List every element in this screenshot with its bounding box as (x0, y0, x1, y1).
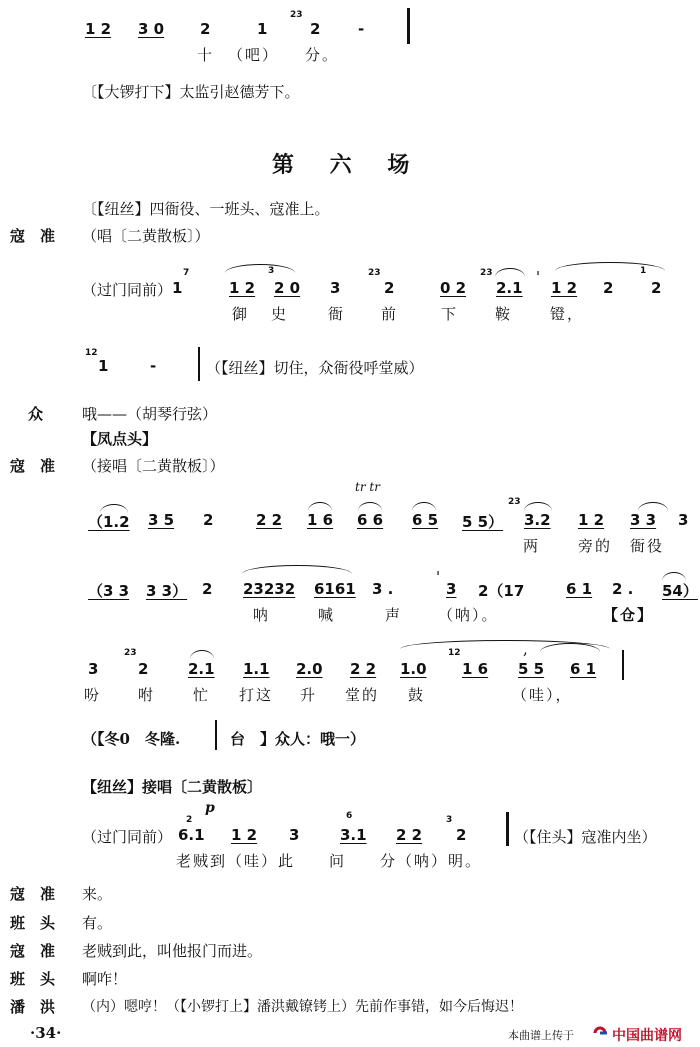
role-name: 寇 准 (10, 227, 56, 245)
note: 2.1 (496, 279, 523, 297)
lyric: 分。 (305, 46, 340, 64)
percussion-pattern: 台 】众人：哦一） (230, 730, 366, 748)
note: 1 (172, 279, 183, 297)
note: 3 (330, 279, 341, 297)
lyric: 两 (523, 537, 541, 555)
notation-line-1 (85, 20, 111, 38)
note: 1 (98, 357, 109, 375)
lyric: （吧） (228, 46, 280, 64)
note: 3 (88, 660, 99, 678)
note: 2.1 (188, 660, 215, 678)
note: 1 2 (85, 20, 112, 38)
dialogue-text: 老贼到此，叫他报门而进。 (82, 942, 263, 960)
percussion-pattern: 【凤点头】 (82, 430, 158, 448)
upload-note: 本曲谱上传于 (508, 1029, 574, 1042)
note: 2 (200, 20, 211, 38)
grace-note: 23 (368, 268, 381, 278)
lyric: 十 (197, 46, 215, 64)
note: 3 . (372, 580, 394, 598)
lyric: 鼓 (408, 686, 426, 704)
prelude-note: （过门同前） (82, 281, 173, 299)
stage-direction: 〔【大锣打下】太监引赵德芳下。 (82, 83, 300, 101)
note: 0 2 (440, 279, 467, 297)
lyric: 御 (232, 305, 250, 323)
lyric: 呐 (253, 606, 271, 624)
role-name: 众 (28, 405, 44, 423)
stage-direction: （【住头】寇准内坐） (514, 828, 657, 846)
lyric-line: 老贼到（哇）此 问 分（呐）明。 (176, 852, 483, 870)
slur (495, 268, 525, 277)
slur (190, 650, 214, 659)
performance-note: 【纽丝】接唱〔二黄散板〕 (82, 778, 263, 796)
stage-direction: （【纽丝】切住，众衙役呼堂威） (206, 359, 424, 377)
note: 2 2 (256, 511, 283, 529)
role-name: 寇 准 (10, 885, 56, 903)
note: 3 (289, 826, 300, 844)
note: 1 (257, 20, 268, 38)
dialogue-text: 来。 (82, 885, 113, 903)
slur (308, 502, 332, 511)
scene-title: 第 六 场 (272, 152, 424, 178)
role-name: 班 头 (10, 914, 56, 932)
note: 3.2 (524, 511, 551, 529)
note: 6161 (314, 580, 356, 598)
role-name: 班 头 (10, 970, 56, 988)
note: 6.1 (178, 826, 205, 844)
dialogue-text: 有。 (82, 914, 113, 932)
barline (506, 812, 509, 846)
note: 2.0 (296, 660, 323, 678)
lyric: 前 (381, 305, 399, 323)
grace-note: 6 (346, 811, 353, 821)
grace-note: 3 (268, 266, 275, 276)
breath-mark: ' (536, 268, 541, 286)
note: 2 . (612, 580, 634, 598)
barline (622, 650, 624, 680)
slur (412, 502, 436, 511)
grace-note: 23 (290, 10, 303, 20)
slur (638, 502, 668, 511)
slur (555, 262, 665, 271)
trill-mark: tr tr (355, 480, 380, 494)
lyric: 升 (300, 686, 318, 704)
grace-note: 23 (480, 268, 493, 278)
note: （3 3 (88, 582, 130, 600)
note: 1.1 (243, 660, 270, 678)
lyric: （呐）。 (438, 606, 499, 624)
role-name: 潘 洪 (10, 998, 56, 1016)
note: 2 (310, 20, 321, 38)
lyric: 喊 (318, 606, 336, 624)
grace-note: 12 (85, 348, 98, 358)
barline (198, 347, 200, 381)
lyric: （哇）， (512, 686, 573, 704)
lyric: 【仓】 (603, 606, 655, 624)
grace-note: 2 (186, 815, 193, 825)
note: 2 0 (274, 279, 301, 297)
grace-note: 3 (446, 815, 453, 825)
site-logo-icon[interactable] (593, 1025, 609, 1044)
lyric: 打这 (239, 686, 274, 704)
note: 1.0 (400, 660, 427, 678)
note: 6 6 (357, 511, 384, 529)
note: 3 5 (148, 511, 175, 529)
lyric: 衙 (328, 305, 346, 323)
lyric: 堂的 (345, 686, 380, 704)
stage-direction: 〔【纽丝】四衙役、一班头、寇准上。 (82, 200, 330, 218)
note: 3 (678, 511, 689, 529)
site-logo-text[interactable]: 中国曲谱网 (612, 1028, 682, 1044)
note: 23232 (243, 580, 296, 598)
role-name: 寇 准 (10, 457, 56, 475)
note: 6 5 (412, 511, 439, 529)
breath-mark: , (523, 640, 528, 658)
dialogue-text: 哦——（胡琴行弦） (82, 405, 218, 423)
slur (225, 264, 295, 273)
dialogue-text: 啊咋！ (82, 970, 128, 988)
lyric: 声 (385, 606, 403, 624)
slur (524, 502, 552, 511)
note: 1 2 (229, 279, 256, 297)
lyric: 咐 (138, 686, 156, 704)
note: 5 5 (518, 660, 545, 678)
page-number: ·34· (30, 1024, 62, 1042)
grace-note: 23 (124, 648, 137, 658)
note: 1 2 (578, 511, 605, 529)
note: 5 5） (462, 513, 504, 531)
note: 2 (138, 660, 149, 678)
note: 2 (202, 580, 213, 598)
note: （1.2 (88, 513, 130, 531)
breath-mark: ' (436, 568, 441, 586)
note: 3 3 (630, 511, 657, 529)
role-name: 寇 准 (10, 942, 56, 960)
slur (358, 502, 382, 511)
barline (215, 720, 217, 750)
note: 3 (446, 580, 457, 598)
grace-note: 23 (508, 497, 521, 507)
note: 54） (662, 582, 698, 600)
dialogue-text: （内）嗯哼！（【小锣打上】潘洪戴镣铐上）先前作事错，如今后悔迟！ (82, 999, 523, 1015)
lyric: 吩 (84, 686, 102, 704)
percussion-pattern: （【冬0 冬隆. (82, 730, 181, 748)
note: 3.1 (340, 826, 367, 844)
note: - (358, 20, 365, 38)
performance-note: （唱〔二黄散板〕） (82, 227, 210, 245)
note: 1 2 (551, 279, 578, 297)
prelude-note: （过门同前） (82, 828, 173, 846)
slur (242, 565, 352, 574)
note: 2 2 (396, 826, 423, 844)
note: 2 2 (350, 660, 377, 678)
lyric: 旁的 (578, 537, 613, 555)
note: 2（17 (478, 582, 525, 600)
lyric: 衙役 (630, 537, 665, 555)
lyric: 史 (271, 305, 289, 323)
note: 6 1 (570, 660, 597, 678)
note: 6 1 (566, 580, 593, 598)
dynamic-mark: p (205, 800, 215, 816)
note: 1 2 (231, 826, 258, 844)
note: 2 (456, 826, 467, 844)
note: 2 (384, 279, 395, 297)
lyric: 鞍 (495, 305, 513, 323)
note: 3 0 (138, 20, 165, 38)
grace-note: 7 (183, 268, 190, 278)
note: 2 (203, 511, 214, 529)
lyric: 忙 (193, 686, 211, 704)
barline (407, 8, 410, 44)
performance-note: （接唱〔二黄散板〕） (82, 457, 225, 475)
note: - (150, 357, 157, 375)
lyric: 镫， (550, 305, 585, 323)
note: 2 (603, 279, 614, 297)
note: 2 (651, 279, 662, 297)
grace-note: 1 (640, 266, 647, 276)
note: 3 3） (146, 582, 188, 600)
grace-note: 12 (448, 648, 461, 658)
lyric: 下 (441, 305, 459, 323)
note: 1 6 (307, 511, 334, 529)
note: 1 6 (462, 660, 489, 678)
